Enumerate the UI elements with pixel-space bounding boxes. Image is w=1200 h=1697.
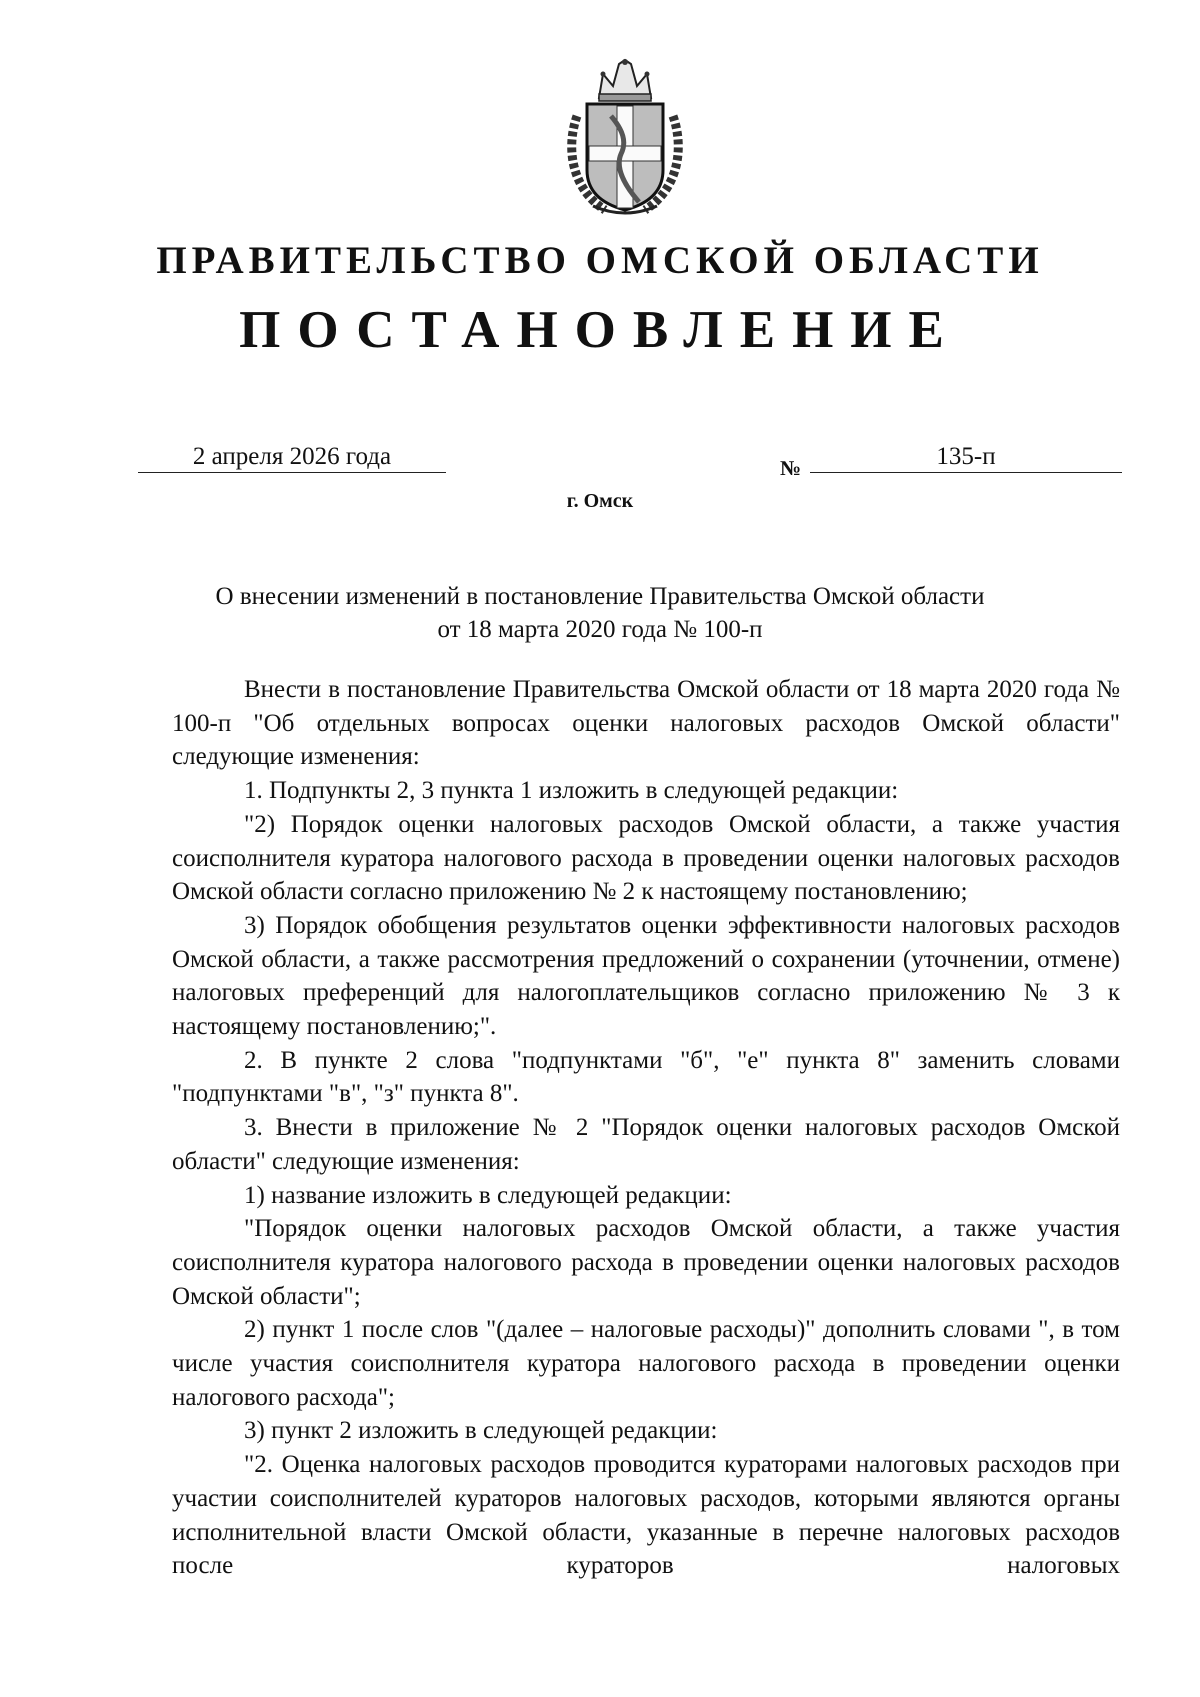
body-paragraph: 2) пункт 1 после слов "(далее – налоговые расходы)" дополнить словами ", в том числе участия соисполнителя куратора налогового расхода в проведении оценки налогового расхода";	[172, 1316, 1120, 1411]
body-paragraph: 1) название изложить в следующей редакции:	[244, 1181, 732, 1209]
body-paragraph: Внести в постановление Правительства Омской области от 18 марта 2020 года № 100-п "Об отдельных вопросах оценки налоговых расходов Омской области" следующие изменения:	[172, 676, 1120, 771]
body-paragraph: "2) Порядок оценки налоговых расходов Омской области, а также участия соисполнителя куратора налогового расхода в проведении оценки налоговых расходов Омской области согласно приложению № 2 к настоящему постановлению;	[172, 810, 1120, 906]
document-type-title: ПОСТАНОВЛЕНИЕ	[239, 301, 961, 359]
body-paragraph: 3. Внести в приложение № 2 "Порядок оценки налоговых расходов Омской области" следующие изменения:	[172, 1114, 1120, 1175]
body-paragraph: 3) пункт 2 изложить в следующей редакции:	[244, 1417, 718, 1445]
government-title: ПРАВИТЕЛЬСТВО ОМСКОЙ ОБЛАСТИ	[156, 239, 1044, 282]
omsk-coat-of-arms-emblem	[563, 58, 687, 216]
number-sign: №	[780, 456, 802, 480]
document-number: 135-п	[810, 442, 1122, 473]
body-paragraph: "Порядок оценки налоговых расходов Омской области, а также участия соисполнителя куратора налогового расхода в проведении оценки налоговых расходов Омской области";	[172, 1215, 1120, 1310]
city-label: г. Омск	[566, 490, 634, 512]
body-paragraph: 1. Подпункты 2, 3 пункта 1 изложить в следующей редакции:	[244, 777, 899, 805]
document-body	[172, 673, 1120, 1583]
body-paragraph: 3) Порядок обобщения результатов оценки эффективности налоговых расходов Омской области, а также рассмотрения предложений о сохранении (уточнении, отмене) налоговых преференций для налогоплательщиков согласно приложению № 3 к настоящему постановлению;".	[172, 911, 1120, 1041]
subject-line-2: от 18 марта 2020 года № 100-п	[437, 616, 763, 643]
document-subject	[0, 580, 1200, 646]
document-date: 2 апреля 2026 года	[138, 442, 446, 473]
body-paragraph: "2. Оценка налоговых расходов проводится кураторами налоговых расходов при участии соисполнителей кураторов налоговых расходов, которыми являются органы исполнительной власти Омской области, указанные в перечне налоговых расходов после кураторов налоговых	[172, 1451, 1120, 1580]
subject-line-1: О внесении изменений в постановление Правительства Омской области	[215, 583, 985, 610]
body-paragraph: 2. В пункте 2 слова "подпунктами "б", "е" пункта 8" заменить словами "подпунктами "в", "з" пункта 8".	[172, 1046, 1120, 1108]
